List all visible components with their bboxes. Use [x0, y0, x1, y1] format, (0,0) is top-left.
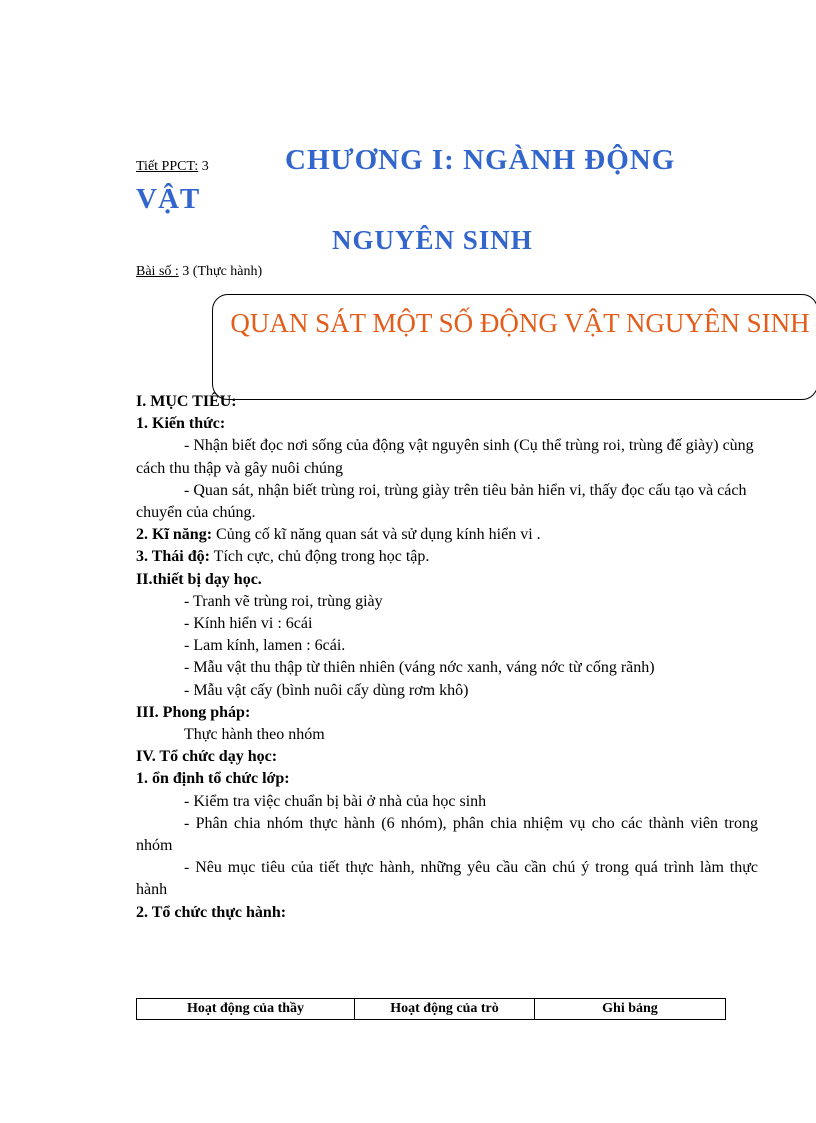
lesson-info	[136, 264, 262, 280]
class-setup-item: - Phân chia nhóm thực hành (6 nhóm), phân chia nhiệm vụ cho các thành viên trong nhóm	[136, 814, 758, 855]
skills-heading: 2. Kĩ năng:	[136, 526, 213, 544]
table-header-student: Hoạt động của trò	[355, 999, 535, 1019]
equipment-item: - Mẫu vật thu thập từ thiên nhiên (váng nớc xanh, váng nớc từ cống rãnh)	[184, 659, 655, 677]
organization-heading: IV. Tổ chức dạy học:	[136, 748, 278, 766]
lesson-number	[136, 159, 209, 175]
table-header-board: Ghi bảng	[602, 1001, 658, 1016]
lesson-number-value: 3	[198, 159, 209, 174]
class-setup-item: - Nêu mục tiêu của tiết thực hành, những yêu cầu cần chú ý trong quá trình làm thực hành	[136, 859, 758, 899]
skills-text: Củng cố kĩ năng quan sát và sử dụng kính hiển vi .	[212, 526, 541, 544]
document-body	[136, 391, 758, 924]
method-heading: III. Phong pháp:	[136, 703, 251, 721]
chapter-title-line2: VẬT	[136, 183, 201, 215]
knowledge-paragraph-2: - Quan sát, nhận biết trùng roi, trùng giày trên tiêu bản hiển vi, thấy đọc cấu tạo và cách chuyển của chúng.	[136, 481, 747, 522]
lesson-info-value: 3 (Thực hành)	[178, 264, 263, 279]
equipment-item: - Lam kính, lamen : 6cái.	[184, 637, 346, 655]
chapter-title-line1: CHƯƠNG I: NGÀNH ĐỘNG	[285, 144, 676, 176]
lesson-number-label: Tiết PPCT:	[136, 159, 199, 174]
equipment-item: - Tranh vẽ trùng roi, trùng giày	[184, 592, 383, 610]
knowledge-heading: 1. Kiến thức:	[136, 415, 226, 433]
equipment-item: - Kính hiển vi : 6cái	[184, 615, 313, 633]
table-header-teacher: Hoạt động của thầy	[137, 999, 355, 1019]
lesson-info-label: Bài số :	[136, 264, 179, 279]
knowledge-paragraph-1: - Nhận biết đọc nơi sống của động vật nguyên sinh (Cụ thể trùng roi, trùng đế giày) cùng cách thu thập và gây nuôi chúng	[136, 437, 754, 477]
skills-line	[136, 524, 758, 546]
lesson-title: QUAN SÁT MỘT SỐ ĐỘNG VẬT NGUYÊN SINH	[230, 308, 810, 338]
method-text: Thực hành theo nhóm	[184, 726, 325, 744]
chapter-title-line3: NGUYÊN SINH	[332, 225, 533, 255]
class-setup-item: - Kiểm tra việc chuẩn bị bài ở nhà của học sinh	[184, 792, 487, 810]
attitude-heading: 3. Thái độ:	[136, 548, 210, 566]
class-setup-heading: 1. ổn định tổ chức lớp:	[136, 770, 290, 788]
equipment-heading: II.thiết bị dạy học.	[136, 570, 262, 588]
equipment-item: - Mẫu vật cấy (bình nuôi cấy dùng rơm khô)	[184, 681, 469, 699]
practice-heading: 2. Tổ chức thực hành:	[136, 903, 287, 921]
attitude-line	[136, 546, 758, 568]
activity-table-header	[136, 998, 726, 1020]
attitude-text: Tích cực, chủ động trong học tập.	[209, 548, 430, 566]
section-objectives-heading: I. MỤC TIÊU:	[136, 393, 237, 410]
lesson-title-box	[212, 294, 816, 400]
